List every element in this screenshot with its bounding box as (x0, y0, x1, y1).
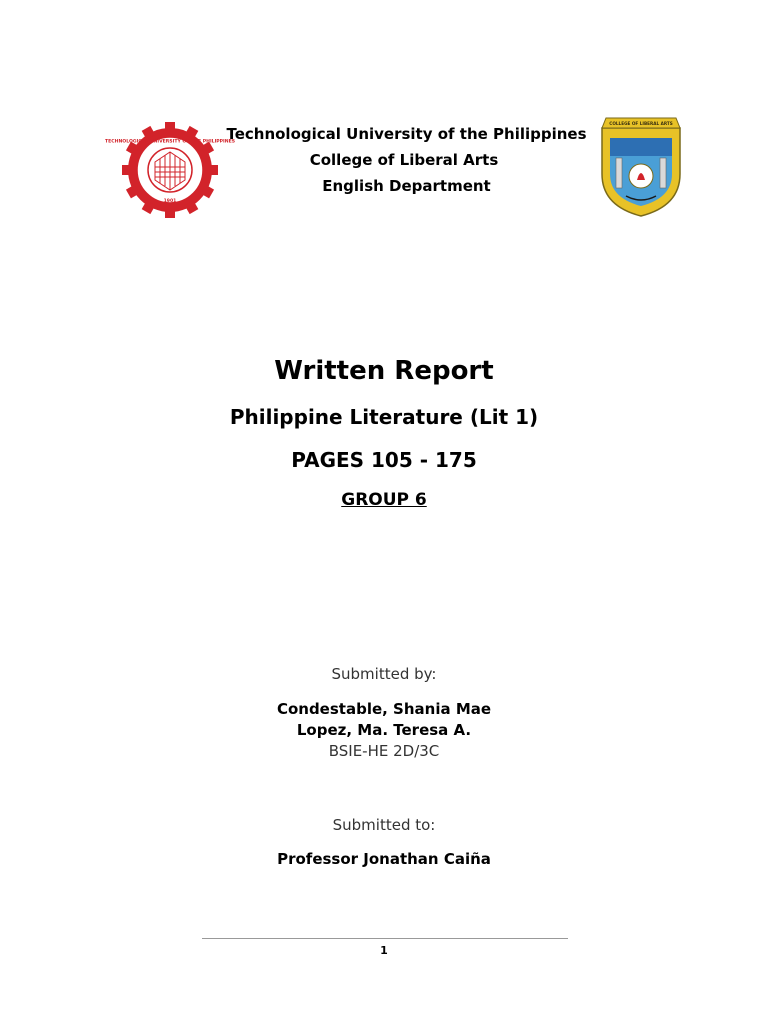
page-number: 1 (380, 944, 388, 957)
report-title: Written Report (274, 356, 494, 386)
section-label: BSIE-HE 2D/3C (328, 742, 440, 760)
group-label: GROUP 6 (341, 490, 427, 510)
professor-name: Professor Jonathan Caiña (277, 850, 491, 868)
pages-range: PAGES 105 - 175 (291, 448, 477, 472)
submitter-list (0, 699, 768, 762)
svg-text:1901: 1901 (163, 199, 177, 204)
department-name: English Department (322, 177, 491, 195)
document-header (0, 121, 768, 199)
submitted-by-label: Submitted by: (331, 665, 437, 683)
footer-divider (202, 938, 568, 939)
submitter-name: Condestable, Shania Mae (276, 700, 492, 718)
university-name: Technological University of the Philippines (226, 125, 587, 143)
submitted-to-label: Submitted to: (332, 816, 436, 834)
college-name: College of Liberal Arts (309, 151, 499, 169)
svg-text:TECHNOLOGICAL UNIVERSITY OF TH: TECHNOLOGICAL UNIVERSITY OF THE PHILIPPINES (104, 139, 236, 145)
svg-text:COLLEGE OF LIBERAL ARTS: COLLEGE OF LIBERAL ARTS (609, 121, 673, 126)
subject-title: Philippine Literature (Lit 1) (229, 405, 539, 429)
submitter-name: Lopez, Ma. Teresa A. (296, 721, 472, 739)
